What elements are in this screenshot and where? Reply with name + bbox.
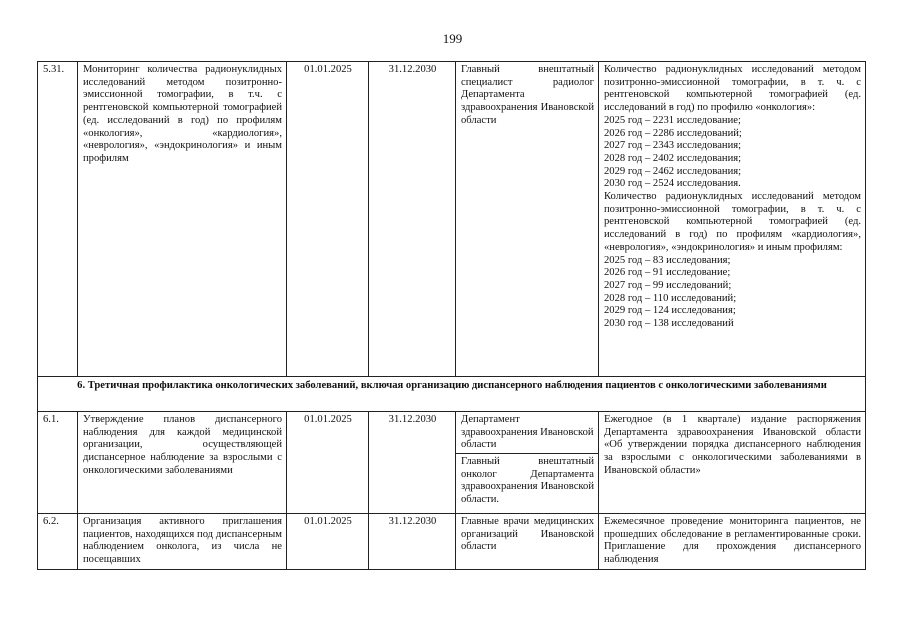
responsible — [456, 412, 599, 514]
event-description: Утверждение планов диспансерного наблюдения для каждой медицинской организации, осуществляющей диспансерное наблюдение за взрослыми с онкологическими заболеваниями — [78, 412, 287, 514]
year-item: 2026 год – 91 исследование; — [604, 267, 731, 279]
expected-result — [599, 62, 866, 377]
event-description: Организация активного приглашения пациентов, находящихся под диспансерным наблюдением онколога, из числа не посещавших — [78, 514, 287, 570]
year-item: 2025 год – 83 исследования; — [604, 254, 731, 266]
year-item: 2028 год – 110 исследований; — [604, 292, 737, 304]
table-row-6-2 — [38, 514, 866, 570]
end-date: 31.12.2030 — [369, 62, 456, 377]
year-item: 2030 год – 2524 исследования. — [604, 178, 741, 190]
event-description: Мониторинг количества радионуклидных исследований методом позитронно-эмиссионной томографии, в т.ч. с рентгеновской компьютерной томографией (ед. исследований в год) по профилям «онкология», «кардиология», «неврология», «эндокринология» и иным профилям — [78, 62, 287, 377]
start-date: 01.01.2025 — [287, 412, 369, 514]
year-item: 2025 год – 2231 исследование; — [604, 114, 741, 126]
responsible: Главные врачи медицинских организаций Ивановской области — [456, 514, 599, 570]
start-date: 01.01.2025 — [287, 62, 369, 377]
plan-table — [37, 61, 866, 570]
year-item: 2029 год – 2462 исследования; — [604, 165, 742, 177]
row-number: 5.31. — [38, 62, 78, 377]
row-number: 6.1. — [38, 412, 78, 514]
year-item: 2026 год – 2286 исследований; — [604, 127, 742, 139]
year-item: 2030 год – 138 исследований — [604, 318, 734, 330]
table-row-5-31 — [38, 62, 866, 377]
result-years-oncology — [604, 115, 861, 191]
expected-result: Ежемесячное проведение мониторинга пациентов, не прошедших обследование в регламентированные сроки. Приглашение для прохождения диспансерного наблюдения — [599, 514, 866, 570]
end-date: 31.12.2030 — [369, 412, 456, 514]
result-intro-other-profiles: Количество радионуклидных исследований методом позитронно-эмиссионной томографии, в т. ч. с рентгеновской компьютерной томографией (ед. исследований в год) по профилям «кардиология», «неврология», «эндокринология» и иным профилям: — [604, 191, 861, 253]
end-date: 31.12.2030 — [369, 514, 456, 570]
year-item: 2029 год – 124 исследования; — [604, 305, 736, 317]
responsible-department: Департамент здравоохранения Ивановской области — [456, 412, 598, 454]
section-title: 6. Третичная профилактика онкологических заболеваний, включая организацию диспансерного наблюдения пациентов с онкологическими заболеваниями — [38, 377, 866, 412]
responsible: Главный внештатный специалист радиолог Департамента здравоохранения Ивановской области — [456, 62, 599, 377]
table-row-6-1 — [38, 412, 866, 514]
year-item: 2027 год – 2343 исследования; — [604, 140, 742, 152]
expected-result: Ежегодное (в 1 квартале) издание распоряжения Департамента здравоохранения Ивановской области «Об утверждении порядка диспансерного наблюдения за взрослыми с онкологическими заболеваниями в Ивановской области» — [599, 412, 866, 514]
result-intro-oncology: Количество радионуклидных исследований методом позитронно-эмиссионной томографии, в т. ч. с рентгеновской компьютерной томографией (ед. исследований в год) по профилю «онкология»: — [604, 64, 861, 114]
year-item: 2028 год – 2402 исследования; — [604, 152, 742, 164]
start-date: 01.01.2025 — [287, 514, 369, 570]
responsible-chief-oncologist: Главный внештатный онколог Департамента здравоохранения Ивановской области. — [461, 456, 594, 506]
section-header-row — [38, 377, 866, 412]
page-number: 199 — [442, 31, 463, 46]
year-item: 2027 год – 99 исследований; — [604, 279, 732, 291]
row-number: 6.2. — [38, 514, 78, 570]
result-years-other-profiles — [604, 255, 861, 331]
